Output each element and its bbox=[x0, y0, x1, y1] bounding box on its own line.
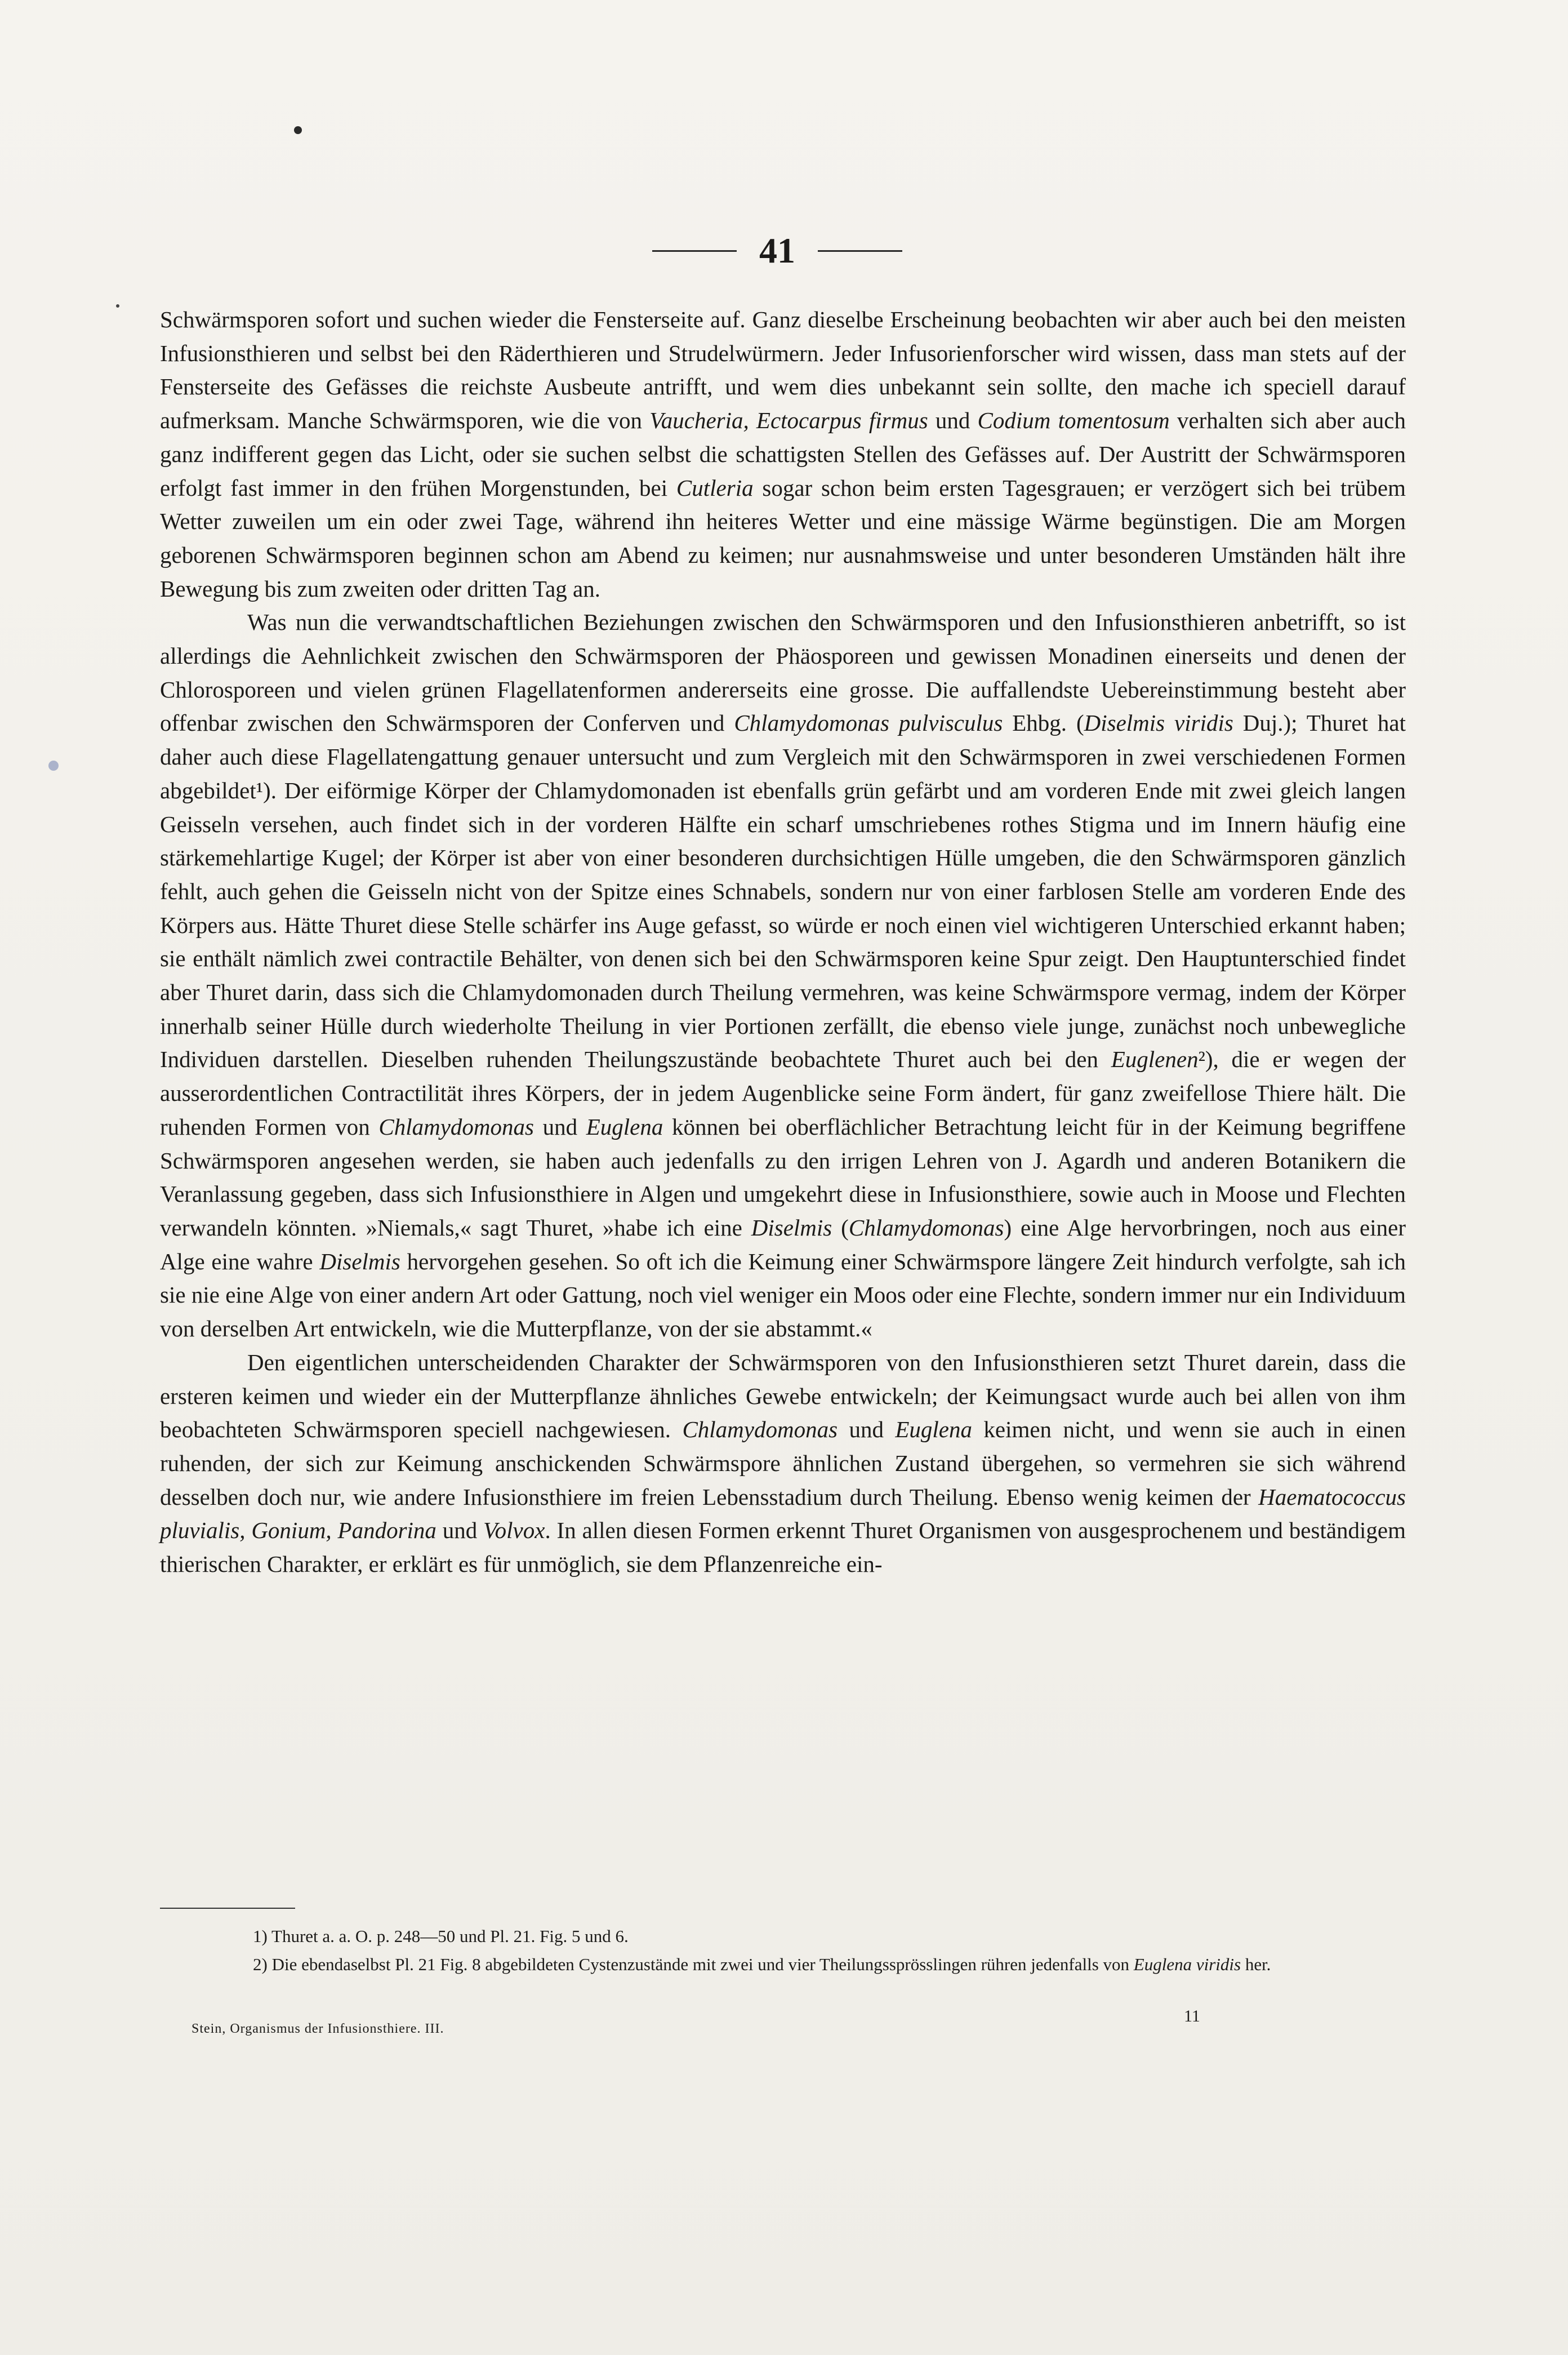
header-rule-right bbox=[818, 250, 902, 252]
text-run: und bbox=[534, 1113, 586, 1140]
italic-run: Codium tomentosum bbox=[977, 407, 1170, 434]
italic-run: Vaucheria, Ectocarpus firmus bbox=[649, 407, 928, 434]
page-header bbox=[620, 225, 935, 276]
printer-signature: Stein, Organismus der Infusionsthiere. III. bbox=[191, 2021, 444, 2036]
footnote-rule bbox=[160, 1908, 295, 1909]
text-run: Den eigentlichen unterscheidenden Charakter der Schwärmsporen von den Infusionsthieren setzt Thuret darein, dass die ersteren keimen und wieder ein der Mutterpflanze ähnliches Gewebe entwickeln; der Keimungsact wurde auch bei allen von ihm beobachteten Schwärmsporen speciell nachgewiesen. bbox=[160, 1349, 1406, 1443]
text-run: ²), die er wegen der ausserordentlichen Contractilität ihres Körpers, der in jedem Augenblicke seine Form ändert, für ganz zweifellose Thiere hält. Die ruhenden Formen von bbox=[160, 1046, 1406, 1140]
italic-run: Diselmis bbox=[319, 1248, 400, 1274]
italic-run: Euglena bbox=[586, 1113, 663, 1140]
ink-speck bbox=[294, 126, 302, 134]
italic-run: Chlamydomonas pulvisculus bbox=[734, 710, 1003, 736]
text-run: Ehbg. ( bbox=[1003, 710, 1084, 736]
italic-run: Cutleria bbox=[676, 474, 754, 501]
italic-run: Chlamydomonas bbox=[682, 1416, 838, 1443]
text-run: ) eine Alge hervorbringen, noch aus einer Alge eine wahre bbox=[160, 1214, 1406, 1274]
paragraph-1 bbox=[160, 303, 1406, 606]
text-run: hervorgehen gesehen. So oft ich die Keimung einer Schwärmspore längere Zeit hindurch verfolgte, sah ich sie nie eine Alge von einer andern Art oder Gattung, noch viel weniger ein Moos oder eine Flechte, sondern immer nur ein Individuum von derselben Art entwickeln, wie die Mutterpflanze, von der sie abstammt.« bbox=[160, 1248, 1406, 1342]
text-run: Schwärmsporen sofort und suchen wieder die Fensterseite auf. Ganz dieselbe Erscheinung beobachten wir aber auch bei den meisten Infusionsthieren und selbst bei den Räderthieren und Strudelwürmern. Jeder Infusorienforscher wird wissen, dass man stets auf der Fensterseite des Gefässes die reichste Ausbeute antrifft, und wem dies unbekannt sein sollte, den mache ich speciell darauf aufmerksam. Manche Schwärmsporen, wie die von bbox=[160, 306, 1406, 434]
text-run: verhalten sich aber auch ganz indifferent gegen das Licht, oder sie suchen selbst die schattigsten Stellen des Gefässes auf. Der Austritt der Schwärmsporen erfolgt fast immer in den frühen Morgenstunden, bei bbox=[160, 407, 1406, 501]
footnote-1: 1) Thuret a. a. O. p. 248—50 und Pl. 21. Fig. 5 und 6. bbox=[253, 1926, 629, 1946]
italic-run: Euglenen bbox=[1111, 1046, 1199, 1073]
text-run: ( bbox=[832, 1214, 849, 1241]
italic-run: Volvox bbox=[483, 1517, 545, 1544]
page-number: 41 bbox=[759, 230, 795, 270]
header-rule-left bbox=[652, 250, 737, 252]
text-run: keimen nicht, und wenn sie auch in einen ruhenden, der sich zur Keimung anschickenden Schwärmspore ähnlichen Zustand übergehen, so vermehren sie sich während desselben doch nur, wie andere Infusionsthiere im freien Lebensstadium durch Theilung. Ebenso wenig keimen der bbox=[160, 1416, 1406, 1510]
ink-speck-small bbox=[116, 304, 119, 308]
paragraph-3 bbox=[160, 1346, 1406, 1581]
italic-run: Diselmis bbox=[751, 1214, 832, 1241]
text-run: Was nun die verwandtschaftlichen Beziehungen zwischen den Schwärmsporen und den Infusionsthieren anbetrifft, so ist allerdings die Aehnlichkeit zwischen den Schwärmsporen der Phäosporeen und gewissen Monadinen einerseits und denen der Chlorosporeen und vielen grünen Flagellatenformen andererseits eine grosse. Die auffallendste Uebereinstimmung besteht aber offenbar zwischen den Schwärmsporen der Conferven und bbox=[160, 609, 1406, 736]
paragraph-2 bbox=[160, 606, 1406, 1345]
text-run: Duj.); Thuret hat daher auch diese Flagellatengattung genauer untersucht und zum Vergleich mit den Schwärmsporen in zwei verschiedenen Formen abgebildet¹). Der eiförmige Körper der Chlamydomonaden ist ebenfalls grün gefärbt und am vorderen Ende mit zwei gleich langen Geisseln versehen, auch findet sich in der vorderen Hälfte ein scharf umschriebenes rothes Stigma und im Innern häufig eine stärkemehlartige Kugel; der Körper ist aber von einer besonderen durchsichtigen Hülle umgeben, die den Schwärmsporen gänzlich fehlt, auch gehen die Geisseln nicht von der Spitze eines Schnabels, sondern nur von einer farblosen Stelle am vorderen Ende des Körpers aus. Hätte Thuret diese Stelle schärfer ins Auge gefasst, so würde er noch einen viel wichtigeren Unterschied erkannt haben; sie enthält nämlich zwei contractile Behälter, von denen sich bei den Schwärmsporen keine Spur zeigt. Den Hauptunterschied findet aber Thuret darin, dass sich die Chlamydomonaden durch Theilung vermehren, was keine Schwärmspore vermag, indem der Körper innerhalb seiner Hülle durch wiederholte Theilung in vier Portionen zerfällt, die ebenso viele junge, zunächst noch unbewegliche Individuen darstellen. Dieselben ruhenden Theilungszustände beobachtete Thuret auch bei den bbox=[160, 710, 1406, 1073]
stain-spot bbox=[48, 761, 59, 771]
italic-run: Euglena bbox=[895, 1416, 972, 1443]
footnote-2 bbox=[160, 1950, 1406, 1979]
text-run: und bbox=[838, 1416, 896, 1443]
italic-run: Chlamydomonas bbox=[848, 1214, 1004, 1241]
footnote-2-end: her. bbox=[1241, 1954, 1271, 1974]
italic-run: Haematococcus pluvialis, Gonium, Pandorina bbox=[160, 1483, 1406, 1544]
text-run: und bbox=[436, 1517, 484, 1544]
text-run: und bbox=[928, 407, 978, 434]
italic-run: Chlamydomonas bbox=[378, 1113, 534, 1140]
italic-run: Diselmis viridis bbox=[1084, 710, 1233, 736]
footnote-2-species: Euglena viridis bbox=[1133, 1954, 1241, 1974]
text-run: . In allen diesen Formen erkennt Thuret Organismen von ausgesprochenem und beständigem thierischen Charakter, er erklärt es für unmöglich, sie dem Pflanzenreiche ein- bbox=[160, 1517, 1406, 1578]
sheet-number: 11 bbox=[1184, 2007, 1200, 2025]
footnotes bbox=[160, 1922, 1406, 1979]
text-run: sogar schon beim ersten Tagesgrauen; er verzögert sich bei trübem Wetter zuweilen um ein oder zwei Tage, während ihn heiteres Wetter und eine mässige Wärme begünstigen. Die am Morgen geborenen Schwärmsporen beginnen schon am Abend zu keimen; nur ausnahmsweise und unter besonderen Umständen hält ihre Bewegung bis zum zweiten oder dritten Tag an. bbox=[160, 474, 1406, 602]
main-text bbox=[160, 303, 1406, 1581]
footnote-2-text: 2) Die ebendaselbst Pl. 21 Fig. 8 abgebildeten Cystenzustände mit zwei und vier Theilungssprösslingen rühren jedenfalls von bbox=[253, 1954, 1134, 1974]
text-run: können bei oberflächlicher Betrachtung leicht für in der Keimung begriffene Schwärmsporen angesehen werden, sie haben auch jedenfalls zu den irrigen Lehren von J. Agardh und anderen Botanikern die Veranlassung gegeben, dass sich Infusionsthiere in Algen und umgekehrt diese in Infusionsthiere, sowie auch in Moose und Flechten verwandeln könnten. »Niemals,« sagt Thuret, »habe ich eine bbox=[160, 1113, 1406, 1241]
